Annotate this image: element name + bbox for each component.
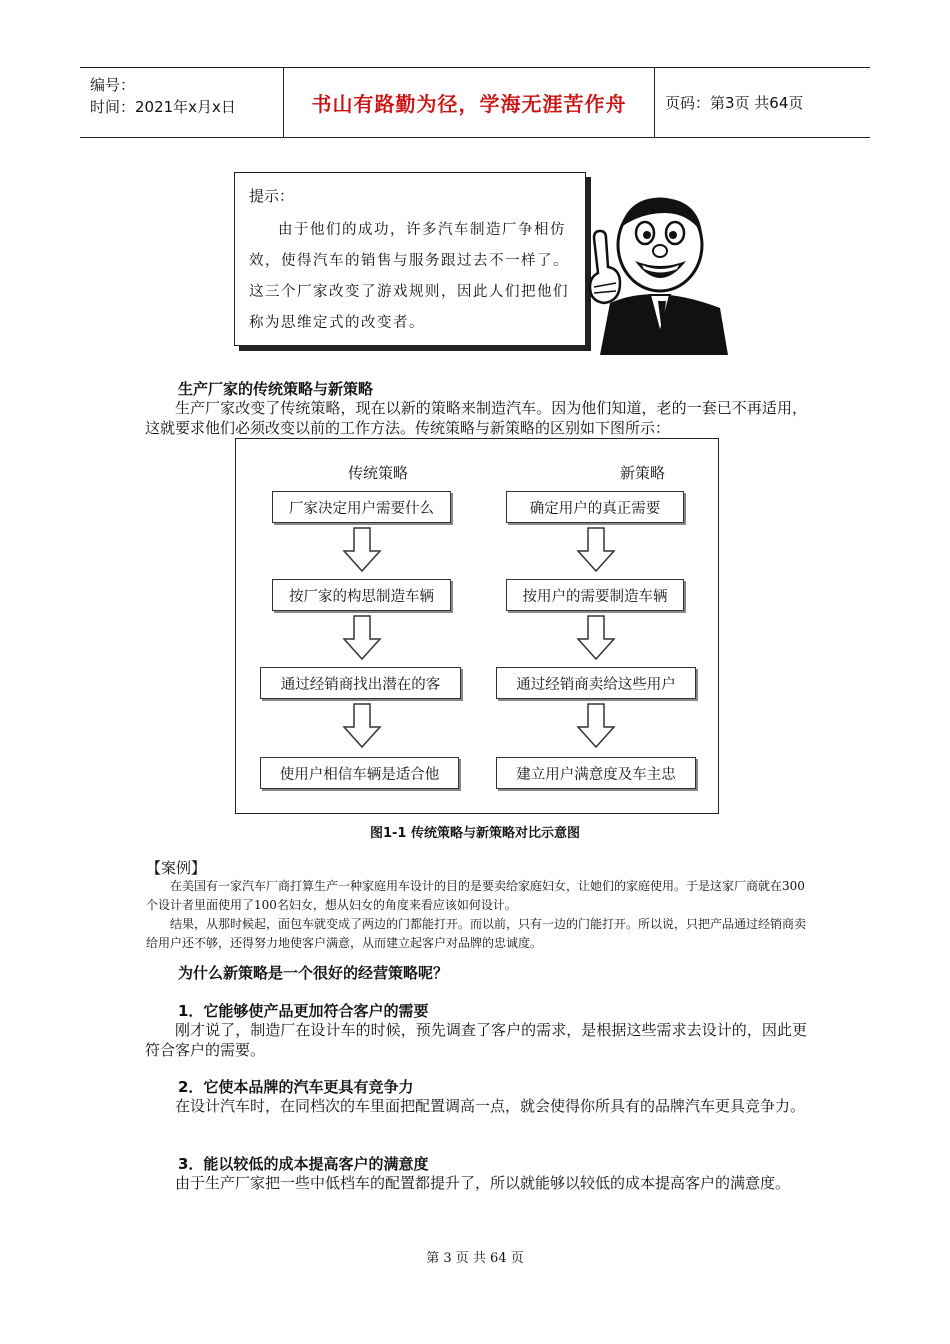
traditional-step-4: 使用户相信车辆是适合他 bbox=[260, 757, 459, 789]
new-step-4: 建立用户满意度及车主忠 bbox=[496, 757, 696, 789]
down-arrow-icon bbox=[576, 703, 616, 749]
strategy-comparison-diagram bbox=[235, 438, 719, 814]
down-arrow-icon bbox=[576, 615, 616, 661]
new-strategy-title: 新策略 bbox=[620, 464, 666, 482]
down-arrow-icon bbox=[342, 615, 382, 661]
case-title: 【案例】 bbox=[146, 859, 207, 877]
new-step-1: 确定用户的真正需要 bbox=[506, 491, 684, 523]
point-2-title: 2．它使本品牌的汽车更具有竞争力 bbox=[178, 1078, 414, 1096]
down-arrow-icon bbox=[342, 703, 382, 749]
page-header bbox=[80, 67, 870, 138]
doc-number-label: 编号： bbox=[90, 76, 136, 94]
cartoon-man-illustration bbox=[580, 183, 730, 355]
point-1-text: 刚才说了，制造厂在设计车的时候，预先调查了客户的需求，是根据这些需求去设计的，因此更符合客户的需要。 bbox=[145, 1021, 807, 1059]
tip-text: 由于他们的成功，许多汽车制造厂争相仿效，使得汽车的销售与服务跟过去不一样了。这三个厂家改变了游戏规则，因此人们把他们称为思维定式的改变者。 bbox=[249, 222, 569, 331]
section-heading-strategies: 生产厂家的传统策略与新策略 bbox=[178, 380, 374, 398]
point-2-text: 在设计汽车时，在同档次的车里面把配置调高一点，就会使得你所具有的品牌汽车更具竞争力。 bbox=[175, 1097, 806, 1115]
case-paragraph-2: 结果，从那时候起，面包车就变成了两边的门都能打开。而以前，只有一边的门能打开。所以说，只把产品通过经销商卖给用户还不够，还得努力地使客户满意，从而建立起客户对品牌的忠诚度。 bbox=[146, 917, 807, 950]
header-meta bbox=[90, 74, 236, 118]
header-motto: 书山有路勤为径，学海无涯苦作舟 bbox=[311, 92, 627, 116]
new-step-3: 通过经销商卖给这些用户 bbox=[496, 667, 696, 699]
traditional-step-2: 按厂家的构思制造车辆 bbox=[272, 579, 451, 611]
point-3-title: 3．能以较低的成本提高客户的满意度 bbox=[178, 1155, 429, 1173]
tip-title: 提示： bbox=[249, 187, 295, 205]
new-step-2: 按用户的需要制造车辆 bbox=[506, 579, 684, 611]
why-heading: 为什么新策略是一个很好的经营策略呢？ bbox=[178, 964, 449, 982]
section-paragraph-strategies: 生产厂家改变了传统策略，现在以新的策略来制造汽车。因为他们知道，老的一套已不再适用，这就要求他们必须改变以前的工作方法。传统策略与新策略的区别如下图所示： bbox=[145, 399, 807, 437]
figure-caption: 图1-1 传统策略与新策略对比示意图 bbox=[369, 826, 580, 841]
header-divider bbox=[654, 68, 655, 137]
point-1-title: 1．它能够使产品更加符合客户的需要 bbox=[178, 1002, 429, 1020]
down-arrow-icon bbox=[342, 527, 382, 573]
case-body bbox=[146, 877, 806, 953]
down-arrow-icon bbox=[576, 527, 616, 573]
case-paragraph-1: 在美国有一家汽车厂商打算生产一种家庭用车设计的目的是要卖给家庭妇女，让她们的家庭使用。于是这家厂商就在300个设计者里面使用了100名妇女，想从妇女的角度来看应该如何设计。 bbox=[146, 879, 805, 912]
tip-box bbox=[234, 172, 586, 346]
traditional-step-1: 厂家决定用户需要什么 bbox=[272, 491, 451, 523]
traditional-step-3: 通过经销商找出潜在的客 bbox=[260, 667, 461, 699]
point-3-text: 由于生产厂家把一些中低档车的配置都提升了，所以就能够以较低的成本提高客户的满意度。 bbox=[175, 1174, 791, 1192]
header-page-info: 页码：第3页 共64页 bbox=[665, 94, 804, 112]
doc-time-label: 时间：2021年x月x日 bbox=[90, 98, 236, 116]
page-footer: 第 3 页 共 64 页 bbox=[426, 1251, 524, 1266]
traditional-strategy-title: 传统策略 bbox=[348, 464, 409, 482]
